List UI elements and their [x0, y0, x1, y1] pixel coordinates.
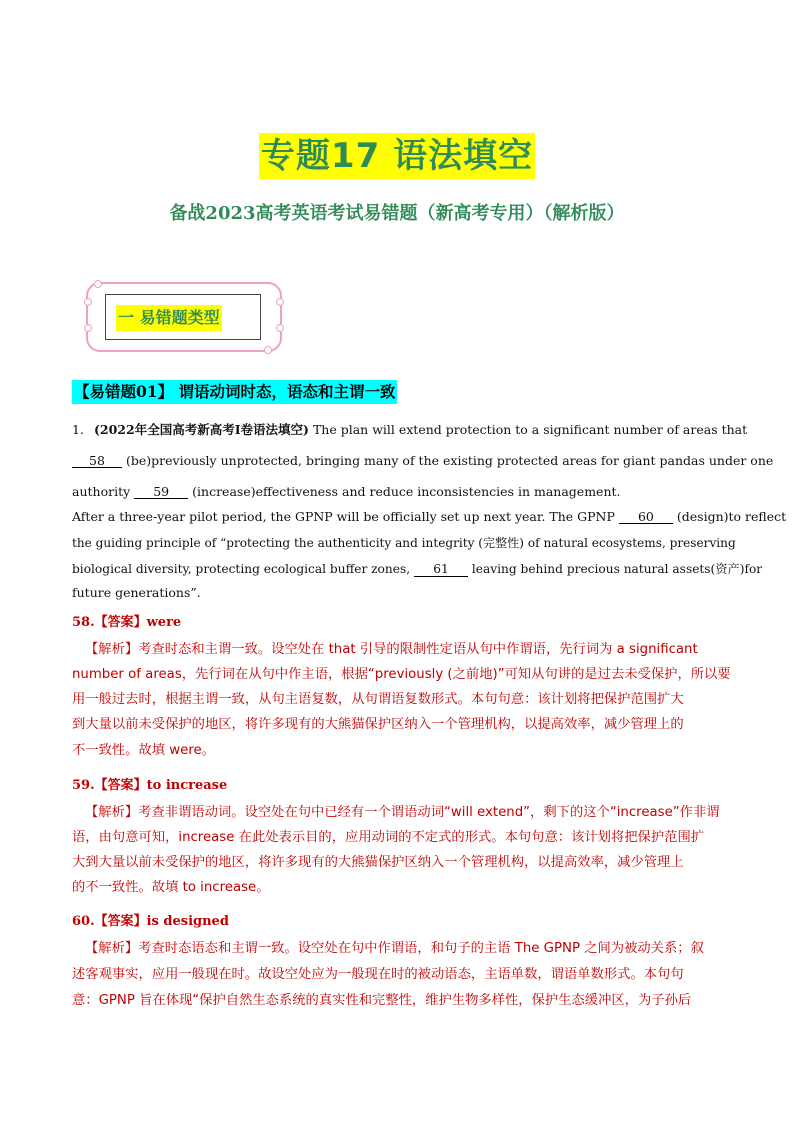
passage-text: authority [72, 484, 131, 499]
passage-line-3 [72, 484, 722, 499]
explanation-line: 述客观事实，应用一般现在时。故设空处应为一般现在时的被动语态，主语单数，谓语单数形式。本句句 [72, 967, 684, 982]
passage-text: the guiding principle of “protecting the authenticity and integrity (完整性) of natural ecosystems, preserving [72, 536, 736, 550]
passage-text: After a three-year pilot period, the GPNP will be officially set up next year. The GPNP [72, 509, 615, 524]
document-title: 专题17 语法填空 [259, 133, 535, 179]
explanation-line: 【解析】考查时态语态和主谓一致。设空处在句中作谓语，和句子的主语 The GPNP 之间为被动关系；叙 [85, 941, 704, 956]
explanation-line: 大到大量以前未受保护的地区，将许多现有的大熊猫保护区纳入一个管理机构，以提高效率，减少管理上 [72, 855, 684, 870]
frame-dot [276, 298, 284, 306]
explanation-line: 【解析】考查非谓语动词。设空处在句中已经有一个谓语动词“will extend”，剩下的这个“increase”作非谓 [85, 805, 720, 820]
section-label: 一 易错题类型 [116, 305, 222, 331]
question-source: (2022年全国高考新高考I卷语法填空) [94, 422, 309, 437]
passage-text: (design)to reflect [676, 509, 787, 524]
frame-dot [276, 324, 284, 332]
passage-text: biological diversity, protecting ecological buffer zones, [72, 562, 411, 576]
explanation-line: 用一般过去时，根据主谓一致，从句主语复数，从句谓语复数形式。本句句意：该计划将把保护范围扩大 [72, 692, 684, 707]
document-subtitle: 备战2023高考英语考试易错题（新高考专用）（解析版） [169, 203, 625, 224]
question-number: 1. [72, 422, 84, 437]
frame-dot [264, 346, 272, 354]
blank-58: 58 [72, 454, 122, 468]
blank-59: 59 [134, 485, 188, 499]
answer-60-label: 60.【答案】is designed [72, 914, 229, 929]
passage-text: (increase)effectiveness and reduce inconsistencies in management. [192, 484, 621, 499]
passage-line-5 [72, 534, 736, 551]
explanation-line: 【解析】考查时态和主谓一致。设空处在 that 引导的限制性定语从句中作谓语，先行词为 a significant [85, 642, 698, 657]
answer-58-label: 58.【答案】were [72, 615, 182, 630]
title-wrap [0, 133, 794, 179]
passage-line-1 [72, 420, 748, 438]
passage-line-2 [72, 453, 774, 468]
passage-text: leaving behind precious natural assets(资产)for [471, 562, 763, 576]
passage-line-7 [72, 585, 722, 600]
passage-text: future generations”. [72, 585, 201, 600]
passage-text: The plan will extend protection to a significant number of areas that [312, 422, 748, 437]
answer-59-label: 59.【答案】to increase [72, 778, 228, 793]
explanation-line: 到大量以前未受保护的地区，将许多现有的大熊猫保护区纳入一个管理机构，以提高效率，减少管理上的 [72, 717, 684, 732]
passage-line-4 [72, 509, 787, 524]
passage-line-6 [72, 560, 763, 577]
explanation-line: number of areas，先行词在从句中作主语，根据“previously (之前地)”可知从句讲的是过去未受保护，所以要 [72, 667, 731, 682]
explanation-line: 意：GPNP 旨在体现“保护自然生态系统的真实性和完整性，维护生物多样性，保护生态缓冲区，为子孙后 [72, 993, 692, 1008]
explanation-line: 不一致性。故填 were。 [72, 743, 216, 758]
explanation-line: 的不一致性。故填 to increase。 [72, 880, 270, 895]
frame-dot [84, 298, 92, 306]
explanation-line: 语，由句意可知，increase 在此处表示目的，应用动词的不定式的形式。本句句意：该计划将把保护范围扩 [72, 830, 705, 845]
passage-text: (be)previously unprotected, bringing many of the existing protected areas for giant pandas under one [125, 453, 774, 468]
blank-60: 60 [619, 510, 673, 524]
blank-61: 61 [414, 563, 468, 577]
frame-dot [94, 280, 102, 288]
error-type-heading: 【易错题01】 谓语动词时态，语态和主谓一致 [72, 380, 397, 404]
frame-dot [84, 324, 92, 332]
